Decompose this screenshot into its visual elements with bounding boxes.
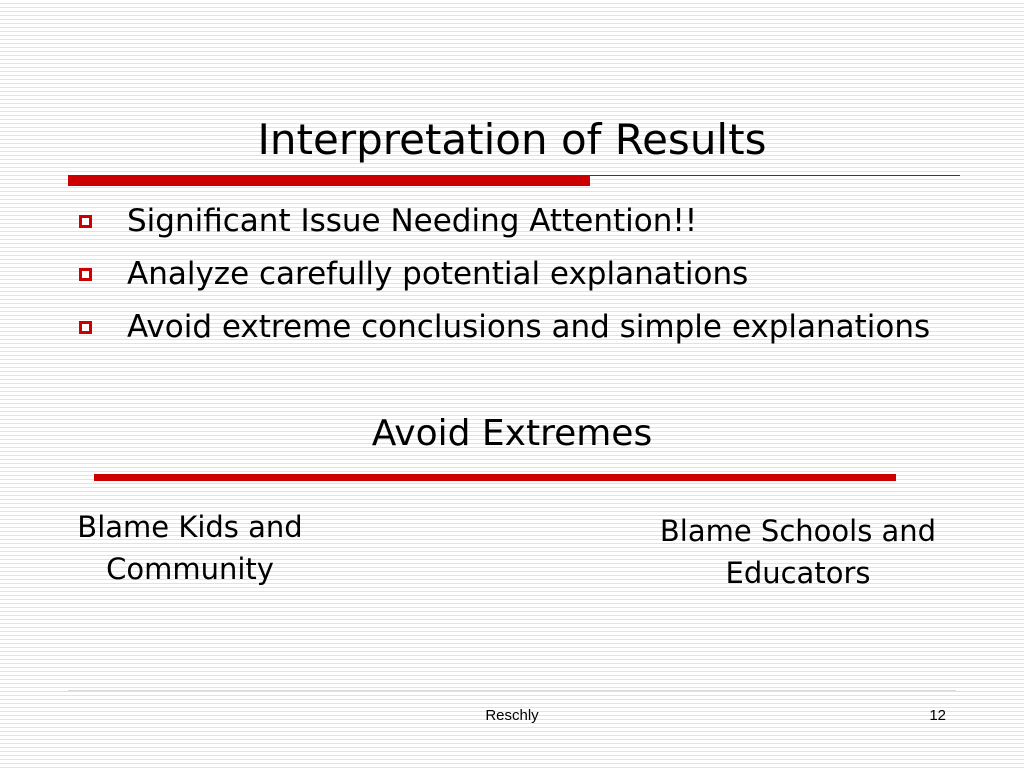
extreme-right-label: Blame Schools and Educators: [659, 514, 937, 590]
bullet-text: Significant Issue Needing Attention!!: [127, 203, 698, 239]
extremes-divider-line: [94, 474, 896, 481]
square-bullet-icon: [79, 321, 92, 334]
footer-author: Reschly: [485, 707, 539, 724]
square-bullet-icon: [79, 215, 92, 228]
avoid-extremes-heading: Avoid Extremes: [371, 413, 653, 454]
square-bullet-icon: [79, 268, 92, 281]
bullet-text: Avoid extreme conclusions and simple explanations: [127, 309, 931, 345]
page-number: 12: [929, 707, 946, 724]
bullet-item: [78, 200, 958, 243]
bullet-item: [78, 253, 958, 296]
bullet-item: [78, 306, 958, 349]
bullet-text: Analyze carefully potential explanations: [127, 256, 749, 292]
slide-title: Interpretation of Results: [257, 115, 767, 164]
extreme-left-label: Blame Kids and Community: [77, 510, 303, 586]
footer-divider: [68, 690, 956, 691]
bullet-list: [78, 200, 958, 359]
title-underline-thin: [590, 175, 960, 176]
title-underline-thick: [68, 175, 590, 186]
